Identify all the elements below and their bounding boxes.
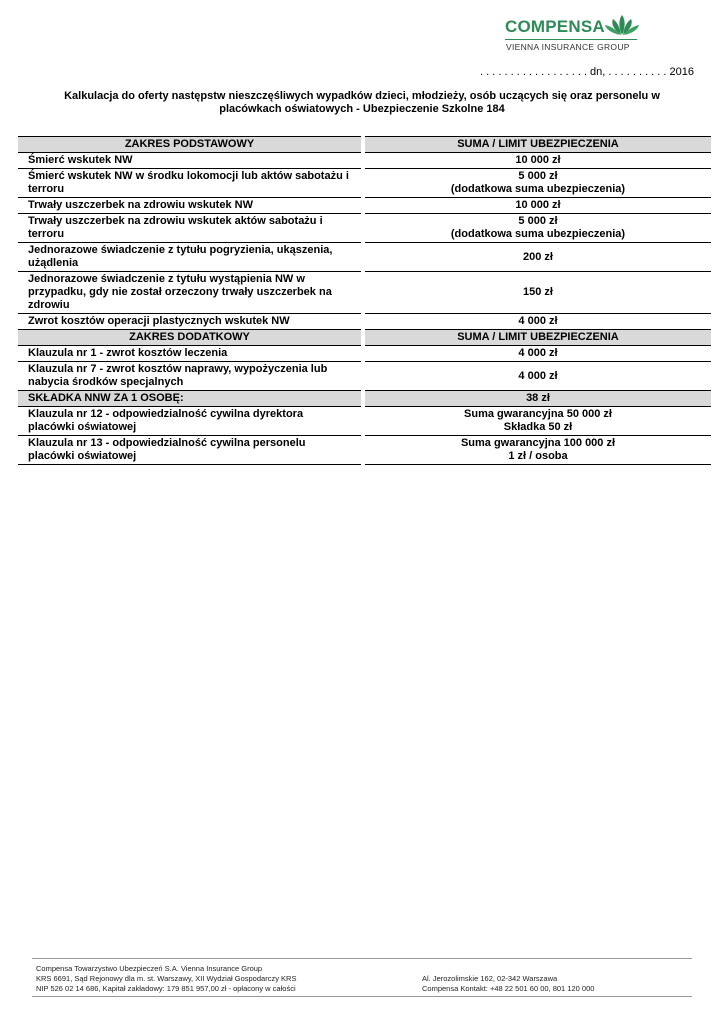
sum-limit-cell (365, 137, 711, 153)
coverage-name-cell: ZAKRES DODATKOWY (18, 330, 361, 346)
table-row (18, 436, 711, 465)
sum-limit-line: Suma gwarancyjna 50 000 zł (464, 408, 612, 420)
footer-left-line-1: Compensa Towarzystwo Ubezpieczeń S.A. Vienna Insurance Group (36, 964, 263, 973)
title-line-1: Kalkulacja do oferty następstw nieszczęśliwych wypadków dzieci, młodzieży, osób uczących się oraz personelu w (64, 90, 660, 102)
footer-divider-top (32, 958, 692, 959)
coverage-name-cell: Jednorazowe świadczenie z tytułu wystąpienia NW w przypadku, gdy nie został orzeczony trwały uszczerbek na zdrowiu (18, 272, 361, 314)
leaf-emblem-icon (604, 14, 640, 36)
footer-left-line-3: NIP 526 02 14 686, Kapitał zakładowy: 179 851 957,00 zł - opłacony w całości (36, 984, 296, 993)
sum-limit-cell (365, 272, 711, 314)
logo-divider (505, 39, 637, 40)
sum-limit-cell (365, 198, 711, 214)
table-row (18, 362, 711, 391)
sum-limit-cell (365, 436, 711, 465)
coverage-name-cell: Klauzula nr 13 - odpowiedzialność cywilna personelu placówki oświatowej (18, 436, 361, 465)
sum-limit-line: 5 000 zł (518, 215, 558, 227)
coverage-name-cell: Klauzula nr 1 - zwrot kosztów leczenia (18, 346, 361, 362)
sum-limit-cell (365, 346, 711, 362)
footer-contact-info (422, 974, 594, 994)
sum-limit-line: 5 000 zł (518, 170, 558, 182)
sum-limit-cell (365, 362, 711, 391)
coverage-name-cell: Trwały uszczerbek na zdrowiu wskutek aktów sabotażu i terroru (18, 214, 361, 243)
sum-limit-cell (365, 407, 711, 436)
table-row (18, 153, 711, 169)
table-row (18, 346, 711, 362)
sum-limit-line: 4 000 zł (518, 315, 558, 327)
section-header-row (18, 330, 711, 346)
sum-limit-line: SUMA / LIMIT UBEZPIECZENIA (457, 138, 619, 150)
sum-limit-line: 150 zł (523, 286, 553, 298)
footer-right-line-2: Compensa Kontakt: +48 22 501 60 00, 801 120 000 (422, 984, 595, 993)
coverage-name-cell: ZAKRES PODSTAWOWY (18, 137, 361, 153)
coverage-name-cell: Klauzula nr 7 - zwrot kosztów naprawy, wypożyczenia lub nabycia środków specjalnych (18, 362, 361, 391)
sum-limit-cell (365, 243, 711, 272)
sum-limit-cell (365, 391, 711, 407)
table-row (18, 214, 711, 243)
sum-limit-line: (dodatkowa suma ubezpieczenia) (450, 228, 626, 240)
sum-limit-line: 4 000 zł (518, 347, 558, 359)
footer-right-line-1: Al. Jerozolimskie 162, 02-342 Warszawa (422, 974, 558, 983)
table-row (18, 169, 711, 198)
coverage-name-cell: Trwały uszczerbek na zdrowiu wskutek NW (18, 198, 361, 214)
coverage-name-cell: Jednorazowe świadczenie z tytułu pogryzienia, ukąszenia, użądlenia (18, 243, 361, 272)
logo-tagline: VIENNA INSURANCE GROUP (506, 42, 630, 52)
compensa-logo (505, 14, 637, 56)
sum-limit-line: 200 zł (523, 250, 553, 263)
sum-limit-cell (365, 330, 711, 346)
premium-row (18, 391, 711, 407)
sum-limit-line: Suma gwarancyjna 100 000 zł (460, 437, 616, 449)
sum-limit-line: 1 zł / osoba (508, 450, 568, 462)
logo-wordmark: COMPENSA (505, 17, 605, 36)
coverage-name-cell: Śmierć wskutek NW (18, 153, 361, 169)
title-line-2: placówkach oświatowych - Ubezpieczenie Szkolne 184 (219, 103, 505, 115)
table-row (18, 198, 711, 214)
calculation-table-body (18, 137, 711, 465)
footer-company-info (36, 964, 296, 994)
document-title (40, 90, 684, 116)
coverage-name-cell: Zwrot kosztów operacji plastycznych wskutek NW (18, 314, 361, 330)
coverage-name-cell: Klauzula nr 12 - odpowiedzialność cywilna dyrektora placówki oświatowej (18, 407, 361, 436)
table-row (18, 243, 711, 272)
section-header-row (18, 137, 711, 153)
table-row (18, 314, 711, 330)
footer-divider-bottom (32, 996, 692, 997)
sum-limit-cell (365, 314, 711, 330)
sum-limit-line: SUMA / LIMIT UBEZPIECZENIA (457, 331, 619, 343)
date-line: . . . . . . . . . . . . . . . . . . dn, . . . . . . . . . . 2016 (480, 66, 694, 78)
table-row (18, 272, 711, 314)
sum-limit-cell (365, 153, 711, 169)
sum-limit-line: 10 000 zł (515, 154, 561, 166)
coverage-name-cell: Śmierć wskutek NW w środku lokomocji lub aktów sabotażu i terroru (18, 169, 361, 198)
coverage-name-cell: SKŁADKA NNW ZA 1 OSOBĘ: (18, 391, 361, 407)
sum-limit-line: 4 000 zł (518, 369, 558, 382)
calculation-table (18, 136, 711, 465)
sum-limit-line: 10 000 zł (515, 199, 561, 211)
sum-limit-cell (365, 169, 711, 198)
sum-limit-line: 38 zł (526, 392, 550, 404)
footer-left-line-2: KRS 6691, Sąd Rejonowy dla m. st. Warszawy, XII Wydział Gospodarczy KRS (36, 974, 297, 983)
sum-limit-line: Składka 50 zł (503, 421, 573, 433)
sum-limit-cell (365, 214, 711, 243)
table-row (18, 407, 711, 436)
sum-limit-line: (dodatkowa suma ubezpieczenia) (450, 183, 626, 195)
